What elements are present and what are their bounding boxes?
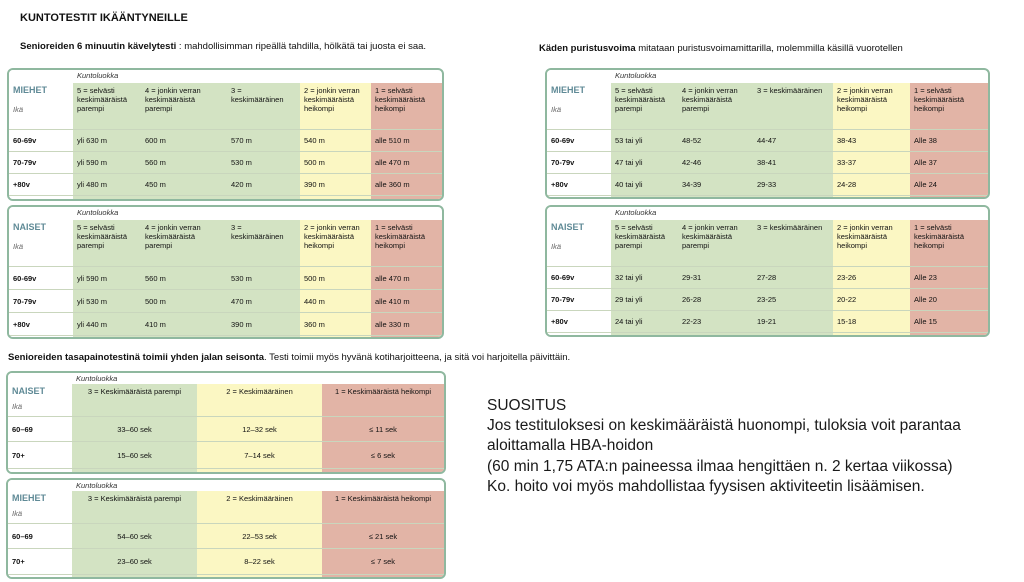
value-cell: 29 tai yli [611,289,678,310]
filler-cell [9,336,73,337]
value-cell: ≤ 6 sek [322,442,444,468]
category-header: 4 = jonkin verran keskimääräistä parempi [678,220,753,266]
table-row [547,151,988,173]
filler-cell [197,469,322,472]
table-row [547,129,988,151]
value-cell: ≤ 7 sek [322,549,444,574]
balance-test-intro-rest: . Testi toimii myös hyvänä kotiharjoitteena, ja sitä voi harjoitella päivittäin. [264,352,571,363]
filler-cell [300,336,371,337]
table-row [547,288,988,310]
table-filler [547,195,988,197]
filler-cell [833,333,910,335]
filler-cell [8,575,72,577]
value-cell: Alle 20 [910,289,988,310]
category-header: 4 = jonkin verran keskimääräistä parempi [678,83,753,129]
value-cell: 23–60 sek [72,549,197,574]
value-cell: 33-37 [833,152,910,173]
kuntoluokka-row [9,70,442,83]
value-cell: 40 tai yli [611,174,678,195]
value-cell: yli 630 m [73,130,141,151]
kuntoluokka-row [547,70,988,83]
category-header: 1 = selvästi keskimääräistä heikompi [910,220,988,266]
value-cell: 29-33 [753,174,833,195]
category-header: 3 = Keskimääräistä parempi [72,491,197,523]
value-cell: 440 m [300,290,371,312]
criteria-table [6,371,446,474]
kuntoluokka-row [547,207,988,220]
category-header: 2 = Keskimääräinen [197,491,322,523]
filler-cell [197,575,322,577]
value-cell: ≤ 11 sek [322,417,444,441]
walk-test-intro-bold: Senioreiden 6 minuutin kävelytesti [20,41,177,52]
kuntoluokka-label: Kuntoluokka [77,71,119,80]
table-row [9,151,442,173]
criteria-table [7,205,444,339]
value-cell: yli 530 m [73,290,141,312]
value-cell: yli 440 m [73,313,141,335]
category-header: 3 = keskimääräinen [227,83,300,129]
value-cell: 360 m [300,313,371,335]
sex-label: MIEHET [551,85,586,95]
sex-label: MIEHET [13,85,48,95]
value-cell: 560 m [141,267,227,289]
filler-cell [753,333,833,335]
kuntoluokka-row [8,480,444,491]
value-cell: 8–22 sek [197,549,322,574]
spacer-cell [9,207,73,220]
value-cell: yli 480 m [73,174,141,195]
age-group: 60–69 [8,524,72,548]
age-group: 70-79v [9,152,73,173]
filler-cell [678,196,753,197]
header-row [8,384,444,416]
kuntoluokka-label: Kuntoluokka [615,71,657,80]
sex-age-header [547,83,611,129]
filler-cell [371,336,442,337]
value-cell: 27-28 [753,267,833,288]
value-cell: 23-26 [833,267,910,288]
table-row [9,289,442,312]
value-cell: 530 m [227,267,300,289]
category-header: 2 = jonkin verran keskimääräistä heikompi [833,83,910,129]
age-label: Ikä [551,105,562,114]
value-cell: Alle 24 [910,174,988,195]
age-group: +80v [9,313,73,335]
filler-cell [371,196,442,199]
value-cell: 34-39 [678,174,753,195]
value-cell: 420 m [227,174,300,195]
value-cell: 7–14 sek [197,442,322,468]
value-cell: yli 590 m [73,152,141,173]
filler-cell [227,336,300,337]
category-header: 5 = selvästi keskimääräistä parempi [611,220,678,266]
filler-cell [73,196,141,199]
age-group: 70-79v [547,152,611,173]
criteria-table [6,478,446,579]
filler-cell [227,196,300,199]
recommendation-line: (60 min 1,75 ATA:n paineessa ilmaa hengittäen n. 2 kertaa viikossa) [487,457,953,475]
age-group: 70+ [8,549,72,574]
value-cell: 19-21 [753,311,833,332]
value-cell: 20-22 [833,289,910,310]
value-cell: 540 m [300,130,371,151]
spacer-cell [9,70,73,83]
sex-age-header [8,384,72,416]
value-cell: 26-28 [678,289,753,310]
recommendation-line: Jos testituloksesi on keskimääräistä huonompi, tuloksia voit parantaa aloittamalla HBA-hoidon [487,417,961,455]
filler-cell [611,333,678,335]
value-cell: Alle 23 [910,267,988,288]
kuntoluokka-row [9,207,442,220]
age-label: Ikä [12,509,23,518]
table-filler [8,574,444,577]
table-row [547,310,988,332]
value-cell: 54–60 sek [72,524,197,548]
spacer-cell [547,207,611,220]
filler-cell [910,196,988,197]
value-cell: alle 510 m [371,130,442,151]
filler-cell [753,196,833,197]
spacer-cell [8,373,72,384]
table-filler [547,332,988,335]
filler-cell [9,196,73,199]
criteria-table [7,68,444,201]
sex-age-header [9,220,73,266]
filler-cell [141,196,227,199]
grip-test-intro-rest: mitataan puristusvoimamittarilla, molemmilla käsillä vuorotellen [635,43,903,54]
spacer-cell [547,70,611,83]
value-cell: alle 410 m [371,290,442,312]
filler-cell [8,469,72,472]
value-cell: 48-52 [678,130,753,151]
header-row [9,220,442,266]
value-cell: 410 m [141,313,227,335]
category-header: 4 = jonkin verran keskimääräistä parempi [141,83,227,129]
value-cell: Alle 37 [910,152,988,173]
value-cell: 38-43 [833,130,910,151]
value-cell: 22-23 [678,311,753,332]
value-cell: 12–32 sek [197,417,322,441]
filler-cell [73,336,141,337]
kuntoluokka-label: Kuntoluokka [76,481,118,490]
sex-label: NAISET [551,222,585,232]
sex-label: NAISET [12,386,46,396]
value-cell: 24-28 [833,174,910,195]
age-group: +80v [547,311,611,332]
table-row [8,416,444,441]
kuntoluokka-label: Kuntoluokka [77,208,119,217]
value-cell: 29-31 [678,267,753,288]
sex-age-header [547,220,611,266]
filler-cell [322,575,444,577]
table-row [8,441,444,468]
table-filler [9,195,442,199]
value-cell: 500 m [300,152,371,173]
category-header: 5 = selvästi keskimääräistä parempi [73,83,141,129]
category-header: 2 = jonkin verran keskimääräistä heikompi [833,220,910,266]
age-label: Ikä [12,402,23,411]
header-row [8,491,444,523]
criteria-table [545,68,990,199]
age-group: 60-69v [547,267,611,288]
filler-cell [72,575,197,577]
value-cell: 450 m [141,174,227,195]
category-header: 2 = jonkin verran keskimääräistä heikompi [300,83,371,129]
age-label: Ikä [13,242,24,251]
age-group: +80v [9,174,73,195]
value-cell: 33–60 sek [72,417,197,441]
value-cell: 22–53 sek [197,524,322,548]
spacer-cell [8,480,72,491]
sex-age-header [9,83,73,129]
category-header: 2 = Keskimääräinen [197,384,322,416]
category-header: 1 = selvästi keskimääräistä heikompi [371,83,442,129]
category-header: 3 = keskimääräinen [227,220,300,266]
header-row [547,83,988,129]
table-row [9,266,442,289]
age-label: Ikä [551,242,562,251]
kuntoluokka-row [8,373,444,384]
value-cell: 42-46 [678,152,753,173]
value-cell: 500 m [300,267,371,289]
filler-cell [547,333,611,335]
value-cell: 390 m [300,174,371,195]
table-row [547,266,988,288]
category-header: 1 = selvästi keskimääräistä heikompi [371,220,442,266]
table-filler [8,468,444,472]
filler-cell [611,196,678,197]
age-group: 60-69v [9,267,73,289]
table-row [8,523,444,548]
category-header: 3 = keskimääräinen [753,83,833,129]
kuntoluokka-label: Kuntoluokka [76,374,118,383]
category-header: 1 = Keskimääräistä heikompi [322,491,444,523]
grip-test-intro [539,43,903,54]
age-label: Ikä [13,105,24,114]
value-cell: 38-41 [753,152,833,173]
filler-cell [72,469,197,472]
value-cell: 560 m [141,152,227,173]
value-cell: 500 m [141,290,227,312]
header-row [547,220,988,266]
value-cell: alle 470 m [371,267,442,289]
age-group: 70+ [8,442,72,468]
category-header: 5 = selvästi keskimääräistä parempi [611,83,678,129]
value-cell: 53 tai yli [611,130,678,151]
recommendation-box [487,396,1007,497]
value-cell: 570 m [227,130,300,151]
table-row [9,129,442,151]
balance-test-intro-bold: Senioreiden tasapainotestinä toimii yhden jalan seisonta [8,352,265,363]
filler-cell [833,196,910,197]
criteria-table [545,205,990,337]
category-header: 3 = Keskimääräistä parempi [72,384,197,416]
age-group: 60-69v [9,130,73,151]
walk-test-intro-rest: : mahdollisimman ripeällä tahdilla, hölkätä tai juosta ei saa. [176,41,427,52]
table-row [9,312,442,335]
table-row [8,548,444,574]
value-cell: Alle 15 [910,311,988,332]
filler-cell [547,196,611,197]
sex-label: NAISET [13,222,47,232]
walk-test-intro [20,41,426,52]
value-cell: 530 m [227,152,300,173]
value-cell: ≤ 21 sek [322,524,444,548]
page-title: KUNTOTESTIT IKÄÄNTYNEILLE [20,12,188,24]
kuntoluokka-label: Kuntoluokka [615,208,657,217]
category-header: 1 = selvästi keskimääräistä heikompi [910,83,988,129]
category-header: 1 = Keskimääräistä heikompi [322,384,444,416]
header-row [9,83,442,129]
table-filler [9,335,442,337]
value-cell: 32 tai yli [611,267,678,288]
filler-cell [910,333,988,335]
value-cell: 600 m [141,130,227,151]
age-group: +80v [547,174,611,195]
value-cell: 44-47 [753,130,833,151]
age-group: 70-79v [547,289,611,310]
category-header: 5 = selvästi keskimääräistä parempi [73,220,141,266]
value-cell: alle 470 m [371,152,442,173]
value-cell: 24 tai yli [611,311,678,332]
table-row [9,173,442,195]
sex-age-header [8,491,72,523]
value-cell: 23-25 [753,289,833,310]
filler-cell [300,196,371,199]
filler-cell [678,333,753,335]
sex-label: MIEHET [12,493,47,503]
table-row [547,173,988,195]
recommendation-line: Ko. hoito voi myös mahdollistaa fyysisen aktiviteetin lisäämisen. [487,477,925,495]
grip-test-intro-bold: Käden puristusvoima [539,43,636,54]
value-cell: Alle 38 [910,130,988,151]
value-cell: alle 330 m [371,313,442,335]
category-header: 4 = jonkin verran keskimääräistä parempi [141,220,227,266]
value-cell: 15-18 [833,311,910,332]
value-cell: 470 m [227,290,300,312]
value-cell: 15–60 sek [72,442,197,468]
value-cell: 390 m [227,313,300,335]
age-group: 60-69v [547,130,611,151]
category-header: 3 = keskimääräinen [753,220,833,266]
filler-cell [141,336,227,337]
recommendation-heading: SUOSITUS [487,397,567,414]
category-header: 2 = jonkin verran keskimääräistä heikompi [300,220,371,266]
value-cell: 47 tai yli [611,152,678,173]
age-group: 70-79v [9,290,73,312]
value-cell: alle 360 m [371,174,442,195]
value-cell: yli 590 m [73,267,141,289]
filler-cell [322,469,444,472]
age-group: 60–69 [8,417,72,441]
balance-test-intro [8,352,570,363]
